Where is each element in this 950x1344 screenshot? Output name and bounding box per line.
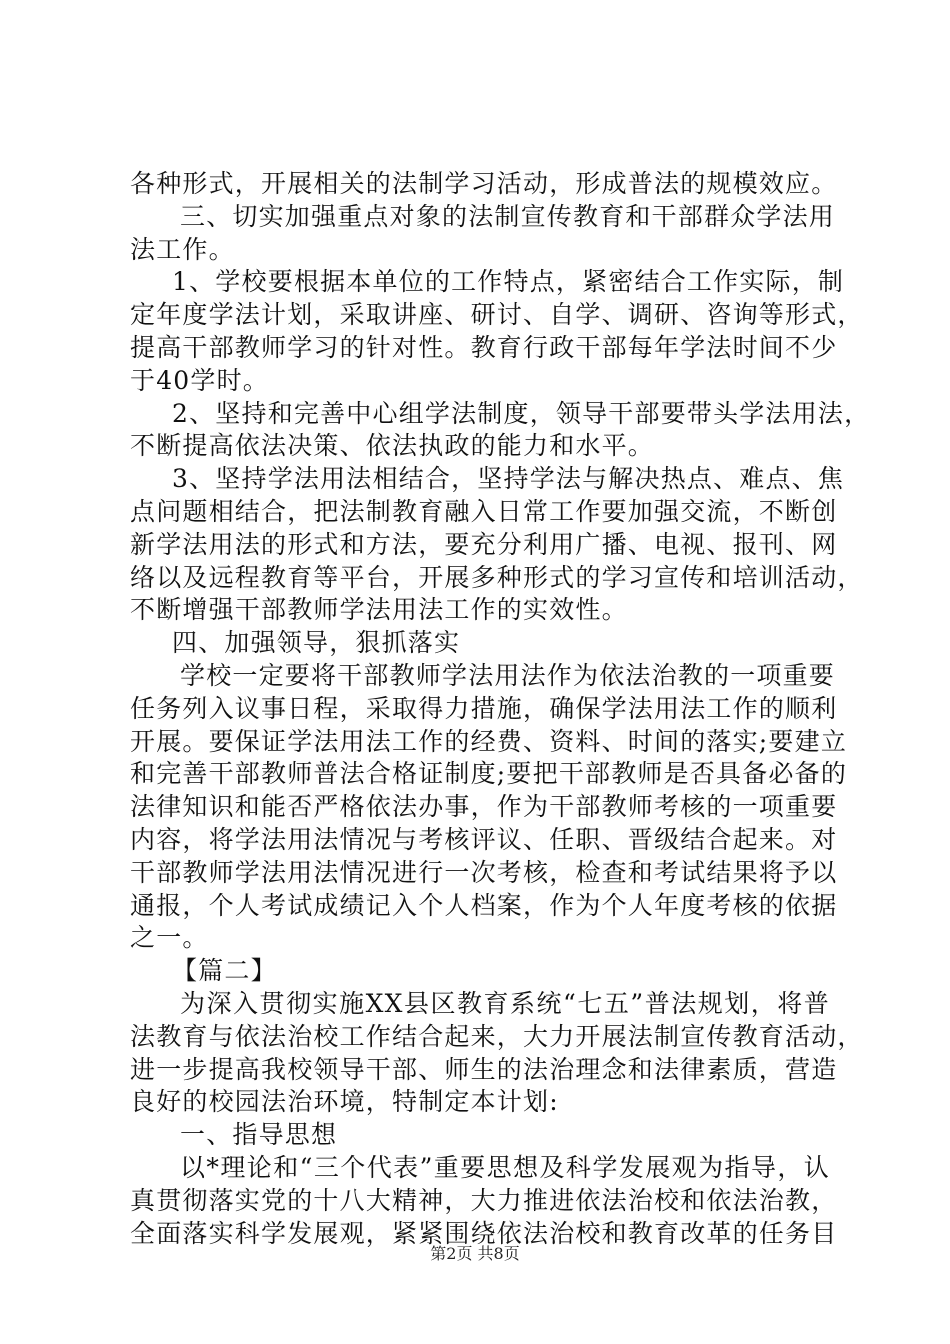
text-line: 和完善干部教师普法合格证制度;要把干部教师是否具备必备的 bbox=[130, 759, 848, 789]
body-text bbox=[130, 168, 871, 1250]
text-line: 新学法用法的形式和方法，要充分利用广播、电视、报刊、网 bbox=[130, 529, 838, 559]
text-line: 各种形式，开展相关的法制学习活动，形成普法的规模效应。 bbox=[130, 169, 838, 198]
paragraph-start: 为深入贯彻实施XX县区教育系统“七五”普法规划，将普 bbox=[180, 988, 830, 1018]
text-line: 良好的校园法治环境，特制定本计划: bbox=[130, 1087, 559, 1117]
part-heading: 【篇二】 bbox=[172, 956, 277, 986]
paragraph-start: 以*理论和“三个代表”重要思想及科学发展观为指导，认 bbox=[180, 1152, 830, 1182]
text-line: 全面落实科学发展观，紧紧围绕依法治校和教育改革的任务目 bbox=[130, 1218, 838, 1248]
list-item: 1、学校要根据本单位的工作特点，紧密结合工作实际，制 bbox=[172, 267, 845, 297]
page-number: 第2页 共8页 bbox=[430, 1244, 520, 1263]
text-line: 点问题相结合，把法制教育融入日常工作要加强交流，不断创 bbox=[130, 496, 838, 526]
section-heading: 一、指导思想 bbox=[180, 1120, 338, 1150]
text-line: 通报，个人考试成绩记入个人档案，作为个人年度考核的依据 bbox=[130, 890, 838, 920]
text-line: 开展。要保证学法用法工作的经费、资料、时间的落实;要建立 bbox=[130, 726, 848, 756]
text-line: 法工作。 bbox=[130, 234, 235, 264]
text-line: 不断提高依法决策、依法执政的能力和水平。 bbox=[130, 431, 655, 461]
list-item: 2、坚持和完善中心组学法制度，领导干部要带头学法用法， bbox=[172, 398, 871, 428]
text-line: 干部教师学法用法情况进行一次考核，检查和考试结果将予以 bbox=[130, 857, 838, 887]
text-line: 之一。 bbox=[130, 923, 209, 953]
text-line: 不断增强干部教师学法用法工作的实效性。 bbox=[130, 595, 628, 625]
list-item: 3、坚持学法用法相结合，坚持学法与解决热点、难点、焦 bbox=[172, 464, 845, 494]
text-line: 于40学时。 bbox=[130, 365, 270, 395]
section-heading: 四、加强领导，狠抓落实 bbox=[172, 628, 461, 658]
text-line: 定年度学法计划，采取讲座、研讨、自学、调研、咨询等形式， bbox=[130, 300, 864, 330]
text-line: 任务列入议事日程，采取得力措施，确保学法用法工作的顺利 bbox=[130, 693, 838, 723]
text-line: 法教育与依法治校工作结合起来，大力开展法制宣传教育活动， bbox=[130, 1021, 864, 1051]
paragraph-start: 学校一定要将干部教师学法用法作为依法治教的一项重要 bbox=[180, 660, 836, 690]
text-line: 进一步提高我校领导干部、师生的法治理念和法律素质，营造 bbox=[130, 1054, 838, 1084]
text-line: 法律知识和能否严格依法办事，作为干部教师考核的一项重要 bbox=[130, 792, 838, 822]
text-line: 真贯彻落实党的十八大精神，大力推进依法治校和依法治教， bbox=[130, 1185, 838, 1215]
text-line: 络以及远程教育等平台，开展多种形式的学习宣传和培训活动， bbox=[130, 562, 864, 592]
section-heading: 三、切实加强重点对象的法制宣传教育和干部群众学法用 bbox=[180, 201, 836, 231]
text-line: 内容，将学法用法情况与考核评议、任职、晋级结合起来。对 bbox=[130, 824, 838, 854]
text-line: 提高干部教师学习的针对性。教育行政干部每年学法时间不少 bbox=[130, 332, 838, 362]
